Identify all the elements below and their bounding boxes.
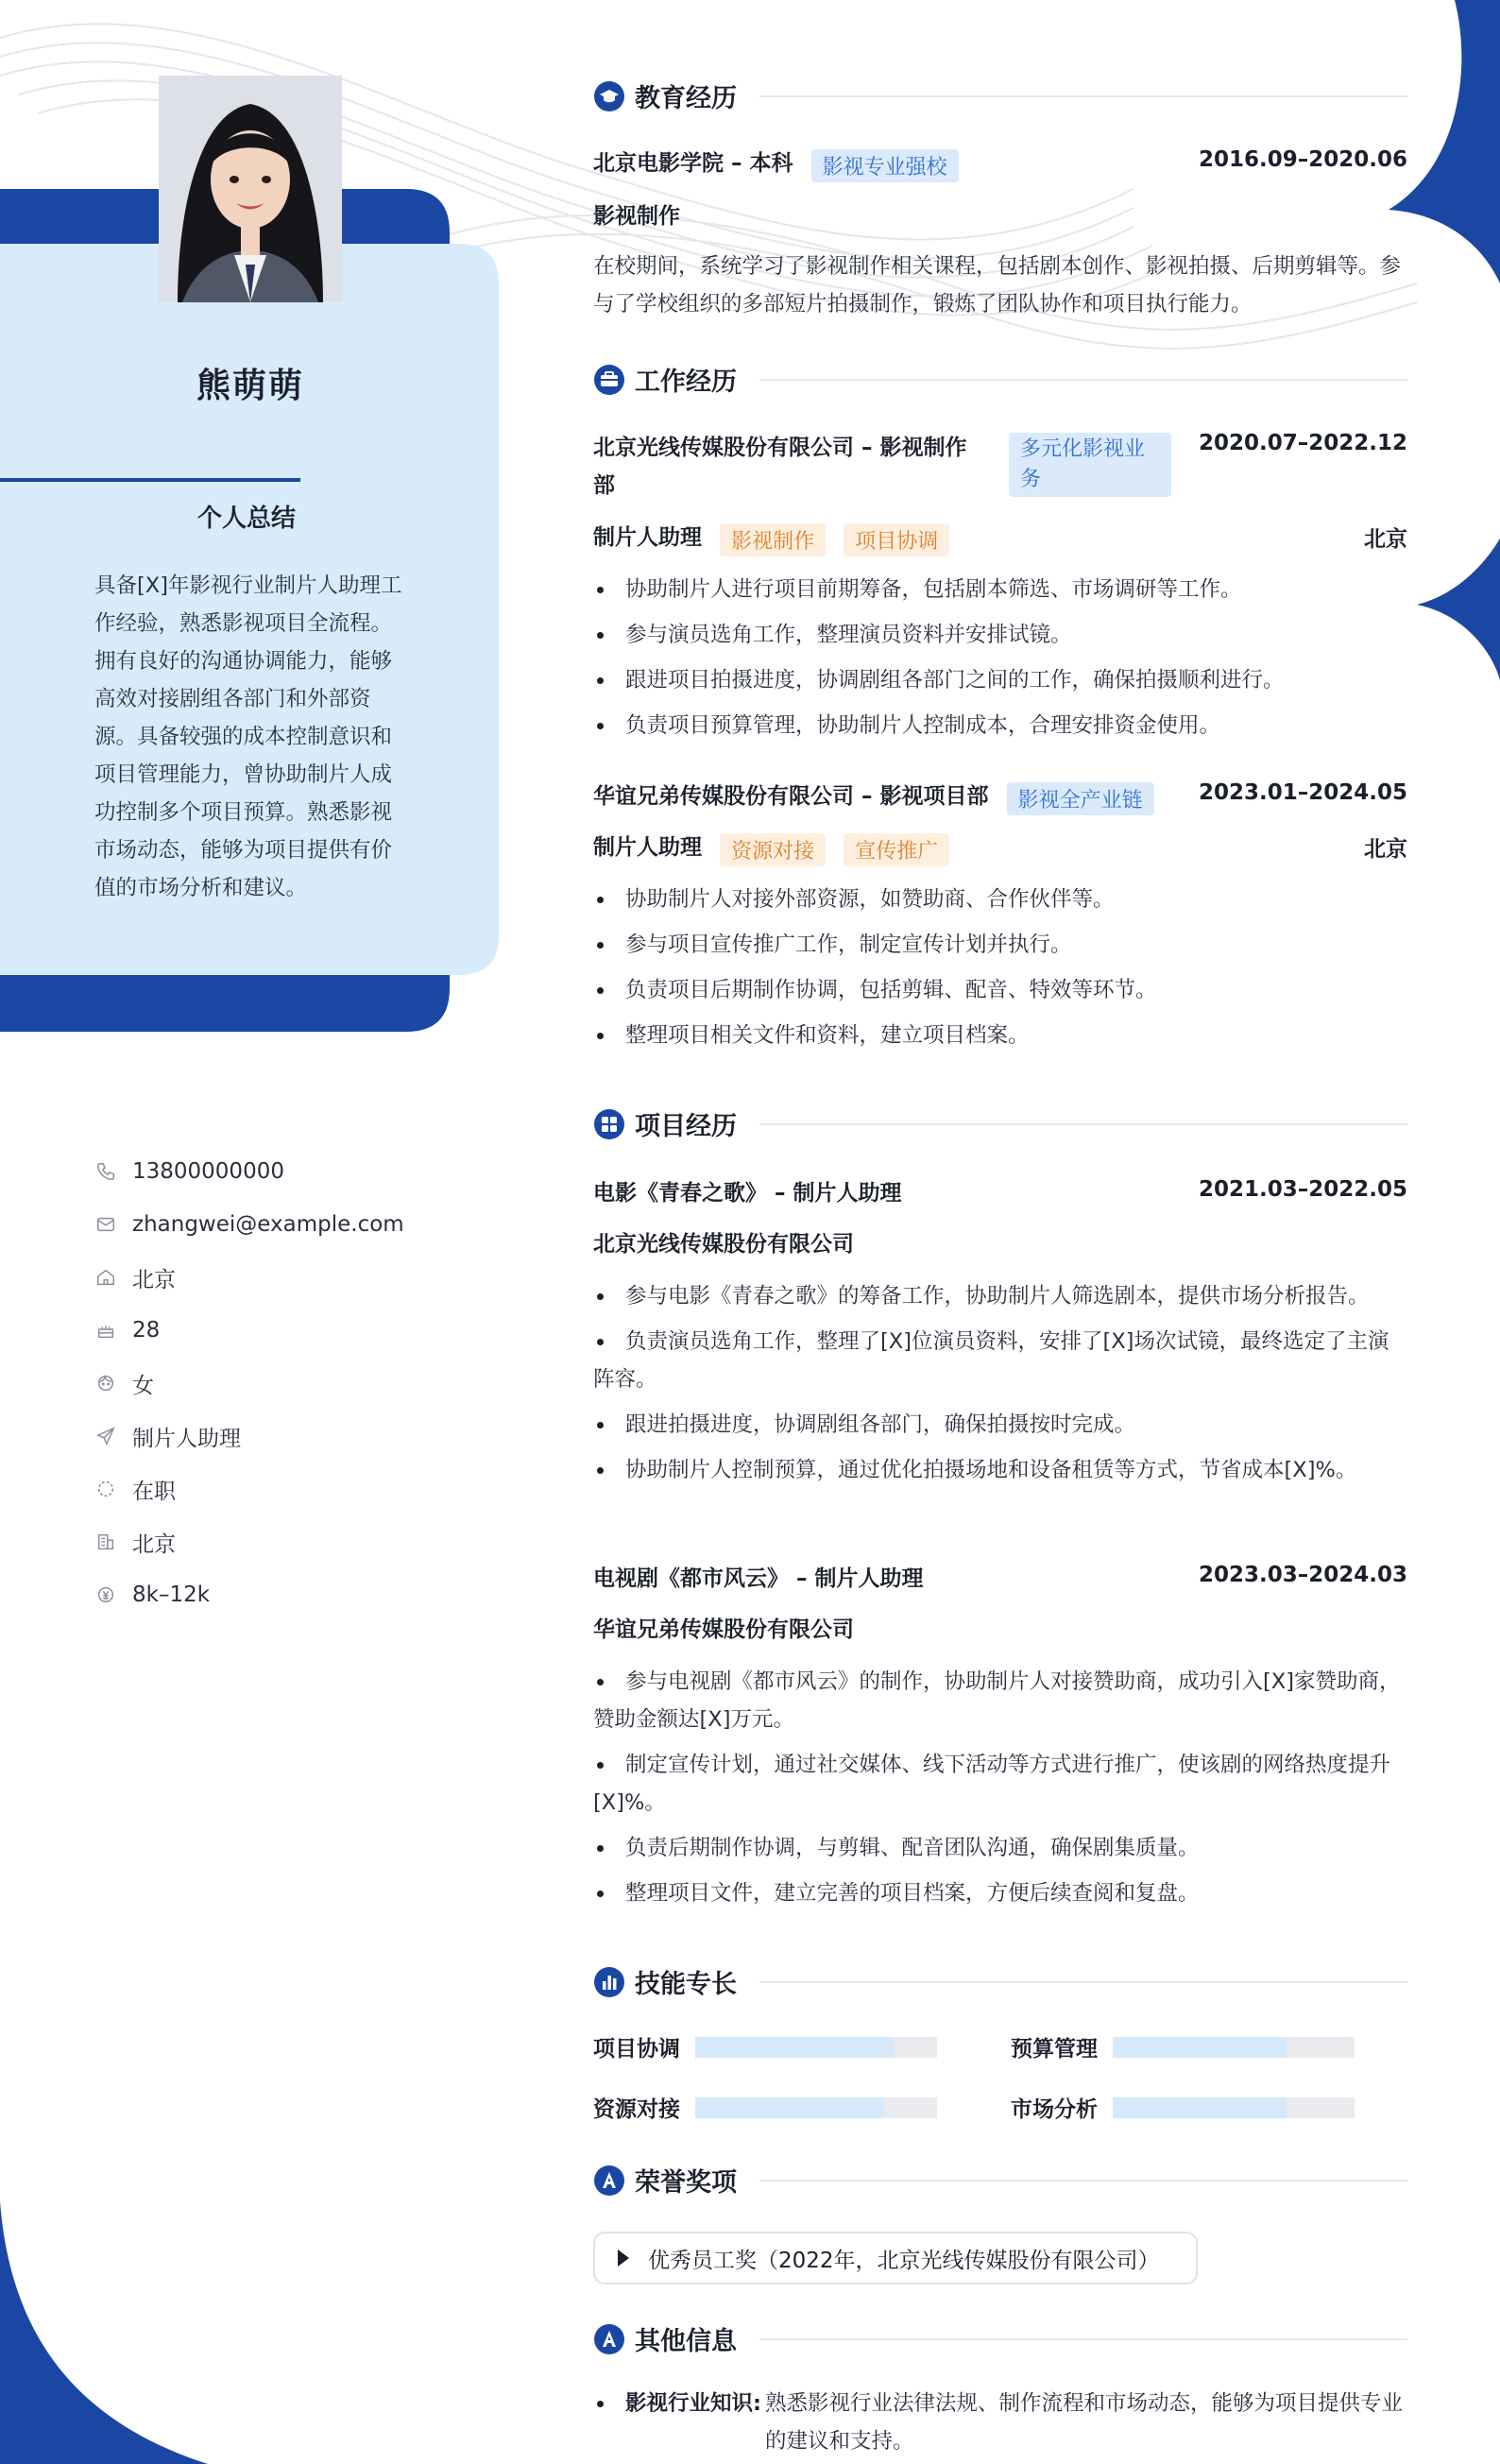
skill-name: 预算管理 (1011, 2037, 1098, 2062)
tag-line: 务 (1020, 468, 1042, 491)
project-2-company: 华谊兄弟传媒股份有限公司 (593, 1617, 854, 1642)
contact-value: 8k–12k (132, 1583, 211, 1607)
list-item: 整理项目相关文件和资料，建立项目档案。 (593, 1017, 1407, 1054)
project-1-company: 北京光线传媒股份有限公司 (593, 1232, 854, 1257)
list-item: 跟进拍摄进度，协调剧组各部门，确保拍摄按时完成。 (593, 1406, 1407, 1444)
skill-name: 市场分析 (1011, 2097, 1098, 2122)
company-line: 北京光线传媒股份有限公司 – 影视制作 (593, 436, 967, 460)
honors-header (593, 2162, 1407, 2199)
skills-header (593, 1963, 1407, 2000)
contact-value: 28 (132, 1318, 161, 1343)
section-rule (759, 379, 1407, 381)
honors-title: 荣誉奖项 (635, 2168, 737, 2198)
education-major: 影视制作 (593, 204, 680, 229)
education-desc: 在校期间，系统学习了影视制作相关课程，包括剧本创作、影视拍摄、后期剪辑等。参与了学校组织的多部短片拍摄制作，锻炼了团队协作和项目执行能力。 (593, 254, 1402, 317)
job-1-company (593, 429, 990, 505)
list-item: 负责演员选角工作，整理了[X]位演员资料，安排了[X]场次试镜，最终选定了主演阵容。 (593, 1323, 1407, 1398)
list-item: 制定宣传计划，通过社交媒体、线下活动等方式进行推广，使该剧的网络热度提升[X]%。 (593, 1746, 1407, 1822)
list-item: 参与电视剧《都市风云》的制作，协助制片人对接赞助商，成功引入[X]家赞助商，赞助金额达[X]万元。 (593, 1663, 1407, 1738)
bar-chart-icon (593, 1966, 625, 1998)
list-item: 跟进项目拍摄进度，协调剧组各部门之间的工作，确保拍摄顺利进行。 (593, 661, 1407, 699)
skill-bar-fill (695, 2037, 894, 2058)
section-rule (759, 2180, 1407, 2182)
work-title: 工作经历 (635, 368, 737, 397)
project-2-name: 电视剧《都市风云》 – 制片人助理 (593, 1566, 924, 1591)
job-1-bullets (593, 571, 1407, 744)
skill-bar (1113, 2097, 1355, 2118)
award-text: 优秀员工奖（2022年，北京光线传媒股份有限公司） (648, 2248, 1160, 2273)
job-1-tag: 影视制作 (720, 523, 826, 556)
job-2-tag: 宣传推广 (844, 833, 949, 866)
status-icon (94, 1478, 117, 1500)
school-tag: 影视专业强校 (811, 149, 959, 182)
list-item: 负责项目后期制作协调，包括剪辑、配音、特效等环节。 (593, 971, 1407, 1009)
section-rule (759, 1981, 1407, 1983)
skill-bar (695, 2097, 937, 2118)
briefcase-icon (593, 364, 625, 396)
job-2-company-tag: 影视全产业链 (1007, 782, 1154, 815)
other-header (593, 2320, 1407, 2357)
job-1-header (593, 429, 1407, 505)
phone-icon (94, 1160, 117, 1183)
building-icon (94, 1531, 117, 1553)
summary-text: 具备[X]年影视行业制片人助理工作经验，熟悉影视项目全流程。拥有良好的沟通协调能力，能够高效对接剧组各部门和外部资源。具备较强的成本控制意识和项目管理能力，曾协助制片人成功控制多个项目预算。熟悉影视市场动态，能够为项目提供有价值的市场分析和建议。 (94, 573, 402, 900)
projects-title: 项目经历 (635, 1112, 737, 1141)
projects-header (593, 1105, 1407, 1142)
education-row (593, 145, 1407, 178)
skill-name: 资源对接 (593, 2097, 680, 2122)
summary-title: 个人总结 (196, 505, 296, 533)
skill-bar (695, 2037, 937, 2058)
contact-age (94, 1304, 404, 1357)
project-1-date: 2021.03–2022.05 (1198, 1177, 1407, 1202)
job-1-tag: 项目协调 (844, 523, 949, 556)
skill-bar-fill (695, 2097, 884, 2118)
skill-item (1011, 2092, 1355, 2123)
list-item: 负责后期制作协调，与剪辑、配音团队沟通，确保剧集质量。 (593, 1829, 1407, 1867)
contact-status (94, 1463, 404, 1515)
other-label: 影视行业知识: (625, 2391, 761, 2416)
job-2-tag: 资源对接 (720, 833, 826, 866)
list-item: 负责项目预算管理，协助制片人控制成本，合理安排资金使用。 (593, 707, 1407, 744)
job-1-role-row (593, 520, 1407, 552)
work-header (593, 361, 1407, 398)
job-2-city: 北京 (1364, 837, 1407, 862)
job-2-role: 制片人助理 (593, 835, 702, 860)
skill-bar-fill (1113, 2097, 1287, 2118)
candidate-name: 熊萌萌 (196, 367, 304, 405)
contact-list (94, 1145, 404, 1621)
project-1-header (593, 1175, 1407, 1207)
job-1-city: 北京 (1364, 527, 1407, 552)
grid-icon (593, 1108, 625, 1140)
other-text: 熟悉影视行业法律法规、制作流程和市场动态，能够为项目提供专业的建议和支持。 (765, 2391, 1404, 2454)
contact-gender (94, 1357, 404, 1410)
contact-value: zhangwei@example.com (132, 1212, 404, 1237)
job-2-role-row (593, 830, 1407, 862)
award-icon (593, 2165, 625, 2197)
job-1-date: 2020.07–2022.12 (1198, 431, 1407, 455)
profile-photo (159, 76, 342, 302)
job-1-role: 制片人助理 (593, 525, 702, 550)
section-rule (759, 2338, 1407, 2340)
contact-value: 制片人助理 (132, 1426, 241, 1451)
cake-icon (94, 1319, 117, 1342)
list-item: 协助制片人控制预算，通过优化拍摄场地和设备租赁等方式，节省成本[X]%。 (593, 1451, 1407, 1489)
skill-bar-fill (1113, 2037, 1287, 2058)
info-badge-icon (593, 2323, 625, 2355)
mail-icon (94, 1213, 117, 1236)
gender-icon (94, 1372, 117, 1395)
contact-position (94, 1410, 404, 1463)
contact-salary (94, 1568, 404, 1621)
list-item: 参与项目宣传推广工作，制定宣传计划并执行。 (593, 926, 1407, 964)
home-icon (94, 1266, 117, 1289)
other-title: 其他信息 (635, 2327, 737, 2356)
contact-home (94, 1251, 404, 1304)
tag-line: 多元化影视业 (1020, 437, 1146, 461)
triangle-right-icon (618, 2250, 629, 2267)
skill-item (593, 2031, 937, 2062)
summary-divider (0, 478, 300, 482)
section-rule (759, 1123, 1407, 1125)
project-2-header (593, 1561, 1407, 1593)
education-title: 教育经历 (635, 84, 737, 113)
contact-value: 13800000000 (132, 1159, 284, 1184)
job-1-company-tag (1009, 433, 1171, 497)
list-item: 参与演员选角工作，整理演员资料并安排试镜。 (593, 616, 1407, 654)
list-item: 整理项目文件，建立完善的项目档案，方便后续查阅和复盘。 (593, 1874, 1407, 1912)
contact-value: 北京 (132, 1531, 176, 1557)
contact-value: 北京 (132, 1267, 176, 1292)
job-2-header (593, 779, 1407, 811)
salary-icon (94, 1583, 117, 1606)
list-item: 协助制片人进行项目前期筹备，包括剧本筛选、市场调研等工作。 (593, 571, 1407, 608)
job-2-date: 2023.01–2024.05 (1198, 780, 1407, 805)
company-line: 部 (593, 473, 615, 498)
education-header (593, 77, 1407, 114)
contact-city (94, 1515, 404, 1568)
education-date: 2016.09–2020.06 (1198, 147, 1407, 172)
contact-value: 女 (132, 1373, 154, 1398)
skill-bar (1113, 2037, 1355, 2058)
list-item (593, 2385, 1407, 2460)
send-icon (94, 1425, 117, 1447)
skill-item (1011, 2031, 1355, 2062)
contact-value: 在职 (132, 1479, 176, 1504)
project-2-date: 2023.03–2024.03 (1198, 1563, 1407, 1587)
skills-title: 技能专长 (635, 1970, 737, 1999)
project-1-bullets (593, 1277, 1407, 1489)
award-item[interactable] (593, 2232, 1198, 2284)
school-name: 北京电影学院 – 本科 (593, 151, 793, 176)
project-2-bullets (593, 1663, 1407, 1912)
job-2-company: 华谊兄弟传媒股份有限公司 – 影视项目部 (593, 784, 989, 809)
graduation-cap-icon (593, 80, 625, 112)
contact-phone (94, 1145, 404, 1198)
other-list (593, 2385, 1407, 2460)
skill-name: 项目协调 (593, 2037, 680, 2062)
list-item: 协助制片人对接外部资源，如赞助商、合作伙伴等。 (593, 881, 1407, 918)
section-rule (759, 95, 1407, 97)
skill-item (593, 2092, 937, 2123)
list-item: 参与电影《青春之歌》的筹备工作，协助制片人筛选剧本，提供市场分析报告。 (593, 1277, 1407, 1315)
contact-email (94, 1198, 404, 1251)
project-1-name: 电影《青春之歌》 – 制片人助理 (593, 1181, 902, 1206)
job-2-bullets (593, 881, 1407, 1054)
